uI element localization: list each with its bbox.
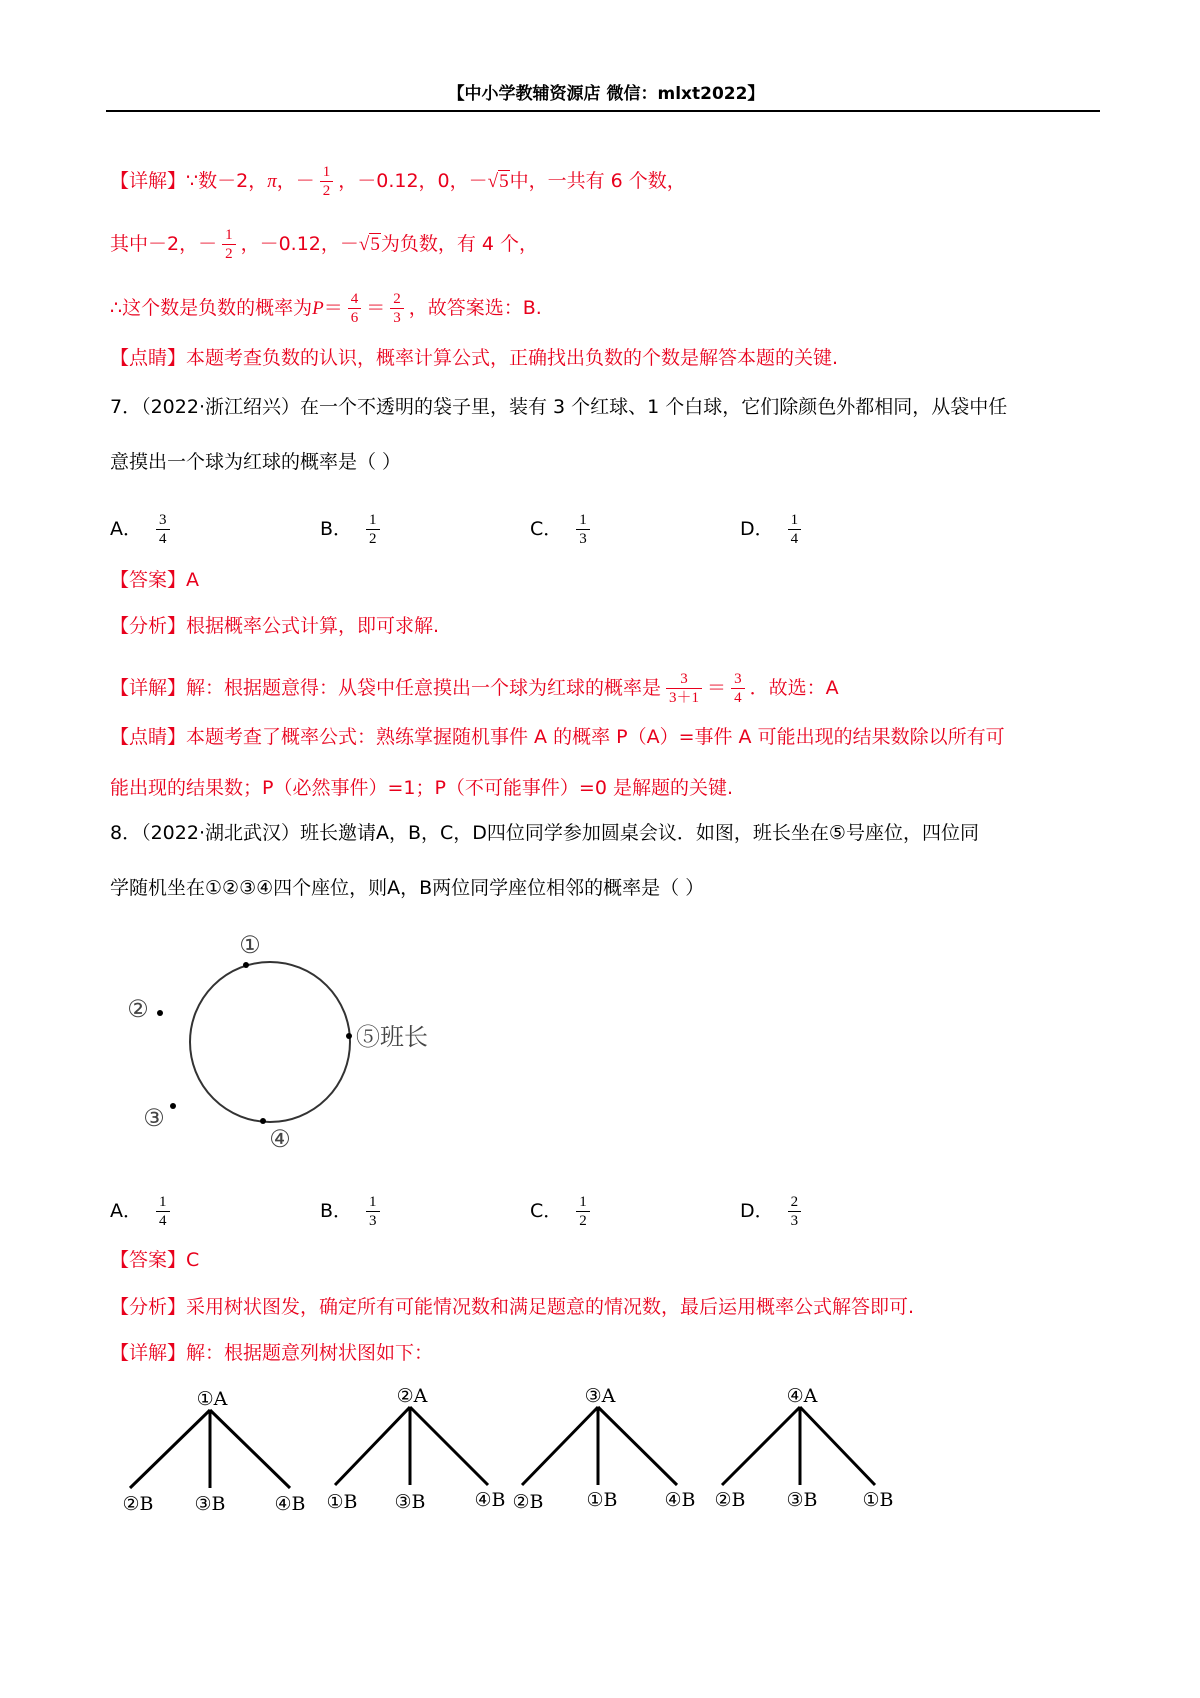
header-rule — [106, 110, 1100, 112]
q7-comment-line-1: 【点睛】本题考查了概率公式：熟练掌握随机事件 A 的概率 P（A）=事件 A 可能出现的结果数除以所有可 — [110, 726, 1005, 748]
q7-option-b: B． $\frac{1}{2}$ — [320, 511, 385, 548]
tree-4 — [715, 1385, 894, 1511]
fraction: $\frac{1}{2}$ — [320, 163, 334, 200]
seat-dot-4 — [260, 1118, 266, 1124]
sqrt: √5 — [487, 171, 509, 192]
seat-dot-2 — [157, 1010, 163, 1016]
tree-2 — [327, 1385, 506, 1513]
tree-root: ④A — [786, 1385, 818, 1407]
prev-detail-line-3: ∴这个数是负数的概率为P＝ $\frac{4}{6}$ ＝ $\frac{2}{3}$ ，故答案选：B. — [110, 291, 542, 326]
q7-comment-line-2: 能出现的结果数；P（必然事件）=1；P（不可能事件）=0 是解题的关键. — [110, 777, 734, 799]
q7-option-a: A． $\frac{3}{4}$ — [110, 511, 175, 548]
q7-option-d: D． $\frac{1}{4}$ — [740, 511, 806, 548]
tree-leaf: ④B — [474, 1489, 506, 1511]
seat-dot-3 — [170, 1103, 176, 1109]
q7-stem-line-2: 意摸出一个球为红球的概率是（ ） — [110, 451, 402, 473]
fraction: $\frac{1}{2}$ — [222, 226, 236, 263]
seat-label-2: ② — [127, 995, 149, 1023]
tree-leaf: ②B — [122, 1493, 154, 1515]
fraction: $\frac{2}{3}$ — [390, 290, 404, 327]
tree-root: ②A — [396, 1385, 428, 1407]
seat-label-3: ③ — [143, 1104, 165, 1132]
q8-analysis: 【分析】采用树状图发，确定所有可能情况数和满足题意的情况数，最后运用概率公式解答即可. — [110, 1296, 915, 1318]
seat-dot-5 — [346, 1033, 352, 1039]
monitor-label: ⑤班长 — [356, 1023, 428, 1051]
q8-detail: 【详解】解：根据题意列树状图如下： — [110, 1342, 434, 1364]
fraction: $\frac{3}{3+1}$ — [666, 670, 702, 707]
seat-label-4: ④ — [269, 1125, 291, 1153]
prev-detail-line-2: 其中－2，－ $\frac{1}{2}$ ，－0.12，－√5为负数，有 4 个， — [110, 227, 539, 262]
q8-stem-line-2: 学随机坐在①②③④四个座位，则A，B两位同学座位相邻的概率是（ ） — [110, 877, 705, 899]
fraction: $\frac{3}{4}$ — [731, 670, 745, 707]
round-table-figure — [110, 920, 440, 1160]
prev-detail-line-1: 【详解】∵数－2，π，－ $\frac{1}{2}$ ，－0.12，0，－√5中，一共有 6 个数， — [110, 164, 686, 199]
tree-leaf: ②B — [512, 1491, 544, 1513]
q7-detail: 【详解】解：根据题意得：从袋中任意摸出一个球为红球的概率是 $\frac{3}{3+1}$ ＝ $\frac{3}{4}$ ．故选：A — [110, 671, 839, 706]
table-circle — [190, 962, 350, 1122]
q7-analysis: 【分析】根据概率公式计算，即可求解. — [110, 615, 440, 637]
prev-comment: 【点睛】本题考查负数的认识，概率计算公式，正确找出负数的个数是解答本题的关键. — [110, 347, 839, 369]
page-header: 【中小学教辅资源店 微信：mlxt2022】 — [447, 84, 765, 104]
tree-leaf: ①B — [586, 1489, 618, 1511]
tree-1 — [123, 1388, 306, 1515]
tree-leaf: ④B — [664, 1489, 696, 1511]
tree-3 — [513, 1385, 696, 1513]
tree-leaf: ②B — [714, 1489, 746, 1511]
detail-tag: 【详解】 — [110, 170, 187, 192]
q8-option-b: B． $\frac{1}{3}$ — [320, 1193, 385, 1230]
tree-leaf: ③B — [394, 1491, 426, 1513]
q8-option-d: D． $\frac{2}{3}$ — [740, 1193, 806, 1230]
tree-leaf: ①B — [862, 1489, 894, 1511]
q7-answer: 【答案】A — [110, 569, 200, 591]
q7-stem-line-1: 7．（2022·浙江绍兴）在一个不透明的袋子里，装有 3 个红球、1 个白球，它们除颜色外都相同，从袋中任 — [110, 396, 1008, 418]
tree-leaf: ④B — [274, 1493, 306, 1515]
q7-option-c: C． $\frac{1}{3}$ — [530, 511, 595, 548]
fraction: $\frac{4}{6}$ — [348, 290, 362, 327]
sqrt: √5 — [358, 234, 380, 255]
q8-stem-line-1: 8．（2022·湖北武汉）班长邀请A，B，C，D四位同学参加圆桌会议．如图，班长坐在⑤号座位，四位同 — [110, 822, 979, 844]
tree-leaf: ③B — [194, 1493, 226, 1515]
tree-root: ①A — [196, 1388, 228, 1410]
q8-answer: 【答案】C — [110, 1249, 200, 1271]
seat-dot-1 — [243, 962, 249, 968]
seat-label-1: ① — [239, 931, 261, 959]
q8-option-c: C． $\frac{1}{2}$ — [530, 1193, 595, 1230]
tree-leaf: ①B — [326, 1491, 358, 1513]
tree-leaf: ③B — [786, 1489, 818, 1511]
tree-root: ③A — [584, 1385, 616, 1407]
tree-diagram — [110, 1385, 930, 1525]
q8-option-a: A． $\frac{1}{4}$ — [110, 1193, 175, 1230]
